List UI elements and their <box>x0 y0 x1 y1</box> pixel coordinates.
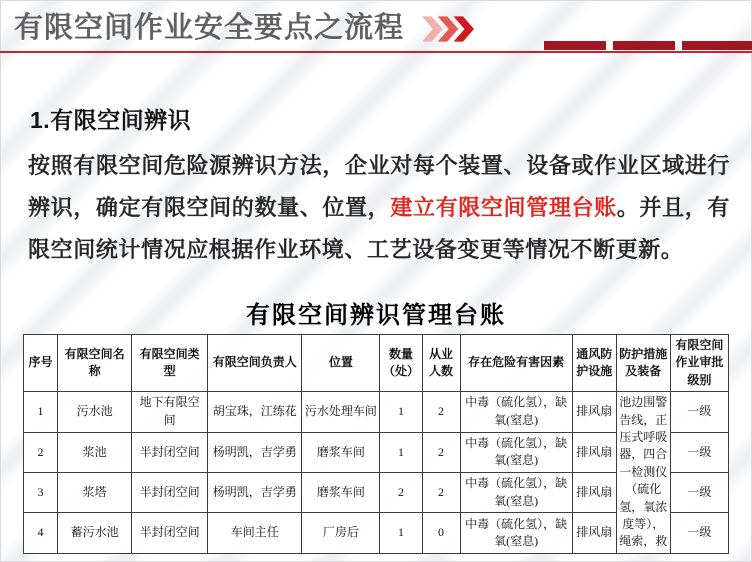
cell-qty: 1 <box>380 392 422 432</box>
cell-hazards: 中毒（硫化氢），缺氧(窒息) <box>460 392 572 432</box>
col-hazards: 存在危险有害因素 <box>460 335 572 392</box>
cell-type: 半封闭空间 <box>132 513 208 553</box>
cell-approval: 一级 <box>670 472 728 512</box>
cell-protection-merged: 池边围警告线，正压式呼吸器，四合一检测仪（硫化氢，氧浓度等），绳索，救 <box>616 392 670 554</box>
cell-name: 污水池 <box>58 392 132 432</box>
cell-approval: 一级 <box>670 392 728 432</box>
cell-name: 浆池 <box>58 432 132 472</box>
header-dashes <box>544 41 752 50</box>
cell-owner: 杨明凯，吉学勇 <box>208 432 302 472</box>
col-name: 有限空间名称 <box>58 335 132 392</box>
cell-seq: 4 <box>24 513 58 553</box>
cell-type: 半封闭空间 <box>132 472 208 512</box>
cell-owner: 杨明凯，吉学勇 <box>208 472 302 512</box>
cell-hazards: 中毒（硫化氢），缺氧(窒息) <box>460 432 572 472</box>
header-dash <box>544 41 606 50</box>
page-title: 有限空间作业安全要点之流程 <box>14 12 405 44</box>
cell-ventilation: 排风扇 <box>572 513 616 553</box>
cell-location: 磨浆车间 <box>302 432 380 472</box>
cell-workers: 2 <box>422 472 460 512</box>
col-approval: 有限空间作业审批级别 <box>670 335 728 392</box>
cell-workers: 0 <box>422 513 460 553</box>
cell-name: 蓄污水池 <box>58 513 132 553</box>
ledger-table <box>23 334 729 554</box>
cell-approval: 一级 <box>670 513 728 553</box>
cell-ventilation: 排风扇 <box>572 432 616 472</box>
title-row <box>0 0 752 45</box>
cell-location: 厂房后 <box>302 513 380 553</box>
cell-location: 磨浆车间 <box>302 472 380 512</box>
slide-header <box>0 0 752 56</box>
cell-ventilation: 排风扇 <box>572 472 616 512</box>
cell-type: 地下有限空间 <box>132 392 208 432</box>
cell-seq: 1 <box>24 392 58 432</box>
cell-workers: 2 <box>422 432 460 472</box>
cell-name: 浆塔 <box>58 472 132 512</box>
section-paragraph <box>28 145 730 271</box>
cell-qty: 1 <box>380 432 422 472</box>
col-ventilation: 通风防护设施 <box>572 335 616 392</box>
col-qty: 数量（处） <box>380 335 422 392</box>
section-heading: 1.有限空间辨识 <box>30 107 192 133</box>
highlight-text: 建立有限空间管理台账 <box>390 195 617 220</box>
table-title: 有限空间辨识管理台账 <box>246 303 506 329</box>
cell-type: 半封闭空间 <box>132 432 208 472</box>
col-location: 位置 <box>302 335 380 392</box>
header-dash <box>613 41 675 50</box>
paragraph-text-after: 。并且，有限空间统计情况应根据作业环境、工艺设备变更等情况不断更新。 <box>28 195 730 262</box>
cell-owner: 胡宝珠，江练花 <box>208 392 302 432</box>
cell-qty: 2 <box>380 472 422 512</box>
header-dash <box>682 41 752 50</box>
col-owner: 有限空间负责人 <box>208 335 302 392</box>
paragraph-text-before: 按照有限空间危险源辨识方法，企业对每个装置、设备或作业区域进行辨识，确定有限空间的数量、位置， <box>28 153 730 220</box>
col-protection: 防护措施及装备 <box>616 335 670 392</box>
cell-ventilation: 排风扇 <box>572 392 616 432</box>
cell-owner: 车间主任 <box>208 513 302 553</box>
table-row <box>24 392 729 432</box>
cell-hazards: 中毒（硫化氢），缺氧(窒息) <box>460 472 572 512</box>
cell-qty: 1 <box>380 513 422 553</box>
col-type: 有限空间类型 <box>132 335 208 392</box>
cell-workers: 2 <box>422 392 460 432</box>
cell-seq: 3 <box>24 472 58 512</box>
col-workers: 从业人数 <box>422 335 460 392</box>
cell-hazards: 中毒（硫化氢），缺氧(窒息) <box>460 513 572 553</box>
cell-approval: 一级 <box>670 432 728 472</box>
cell-seq: 2 <box>24 432 58 472</box>
col-seq: 序号 <box>24 335 58 392</box>
triple-chevron-right-icon <box>422 16 474 42</box>
table-header-row <box>24 335 729 392</box>
header-rule <box>0 51 752 53</box>
cell-location: 污水处理车间 <box>302 392 380 432</box>
